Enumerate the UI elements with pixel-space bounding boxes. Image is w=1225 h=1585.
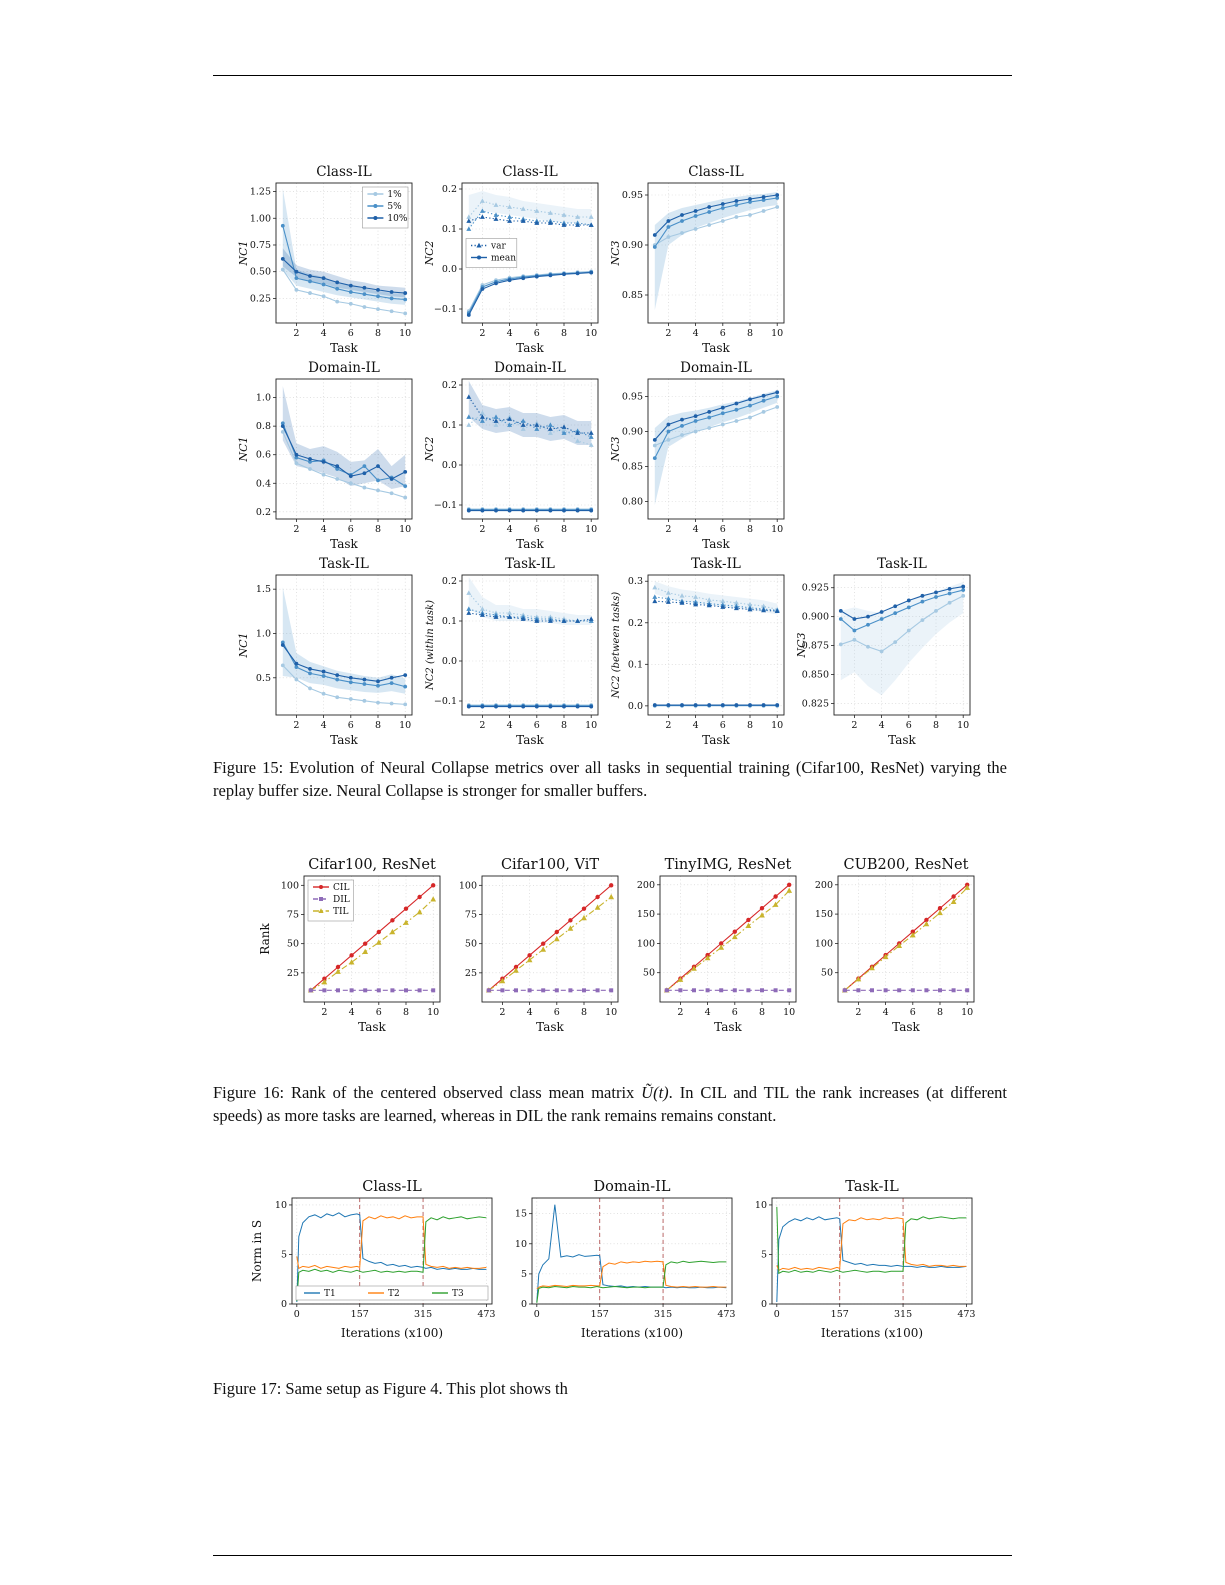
svg-text:0.2: 0.2 [627, 617, 643, 629]
svg-text:0.1: 0.1 [627, 659, 643, 671]
svg-text:1.25: 1.25 [249, 186, 271, 198]
svg-text:T3: T3 [452, 1289, 464, 1299]
svg-text:Task-IL: Task-IL [877, 556, 927, 572]
svg-text:−0.1: −0.1 [433, 500, 457, 511]
svg-text:Domain-IL: Domain-IL [680, 360, 752, 376]
svg-text:2: 2 [851, 720, 858, 731]
svg-text:0.2: 0.2 [255, 506, 271, 518]
figure-15-caption: Figure 15: Evolution of Neural Collapse metrics over all tasks in sequential training (Cifar100, ResNet) varying the replay buffer size. Neural Collapse is stronger for smaller buffers. [213, 758, 1007, 800]
svg-text:8: 8 [374, 720, 382, 731]
svg-text:NC2 (between tasks): NC2 (between tasks) [611, 591, 622, 699]
svg-text:Task: Task [702, 733, 730, 747]
svg-text:10: 10 [585, 720, 598, 731]
svg-text:0: 0 [280, 1299, 287, 1310]
svg-text:0.85: 0.85 [621, 290, 643, 301]
svg-text:10: 10 [399, 328, 412, 339]
svg-text:Task: Task [536, 1020, 564, 1034]
svg-text:8: 8 [560, 720, 568, 731]
svg-text:0: 0 [760, 1299, 767, 1310]
svg-text:150: 150 [636, 909, 655, 921]
svg-text:NC1: NC1 [237, 632, 250, 658]
svg-text:Task: Task [358, 1020, 386, 1034]
svg-text:6: 6 [553, 1007, 560, 1018]
svg-text:4: 4 [526, 1007, 533, 1018]
svg-text:50: 50 [464, 938, 477, 950]
svg-text:0.1: 0.1 [441, 224, 457, 235]
svg-text:Cifar100, ResNet: Cifar100, ResNet [308, 857, 436, 873]
svg-text:T2: T2 [388, 1289, 400, 1299]
svg-text:Class-IL: Class-IL [362, 1179, 422, 1195]
svg-text:TIL: TIL [333, 907, 349, 917]
svg-text:4: 4 [692, 328, 699, 339]
chart-fig16-cub200-resnet [802, 856, 980, 1038]
svg-text:157: 157 [590, 1309, 609, 1320]
svg-text:1.0: 1.0 [255, 392, 271, 404]
svg-text:0.925: 0.925 [801, 582, 829, 594]
svg-text:4: 4 [320, 524, 327, 535]
svg-text:0.2: 0.2 [441, 380, 457, 391]
svg-text:200: 200 [636, 879, 655, 891]
svg-text:Task: Task [516, 733, 544, 747]
svg-text:100: 100 [636, 938, 655, 950]
svg-text:Iterations (x100): Iterations (x100) [820, 1326, 924, 1340]
svg-text:Class-IL: Class-IL [502, 164, 558, 180]
svg-text:10: 10 [754, 1199, 767, 1211]
svg-text:2: 2 [479, 720, 486, 731]
svg-text:2: 2 [499, 1007, 506, 1018]
svg-text:10: 10 [427, 1007, 440, 1018]
chart-fig15-domain-il-nc1 [232, 359, 418, 555]
svg-text:150: 150 [814, 909, 833, 921]
svg-text:Task: Task [330, 733, 358, 747]
svg-text:Task: Task [892, 1020, 920, 1034]
svg-text:6: 6 [533, 328, 540, 339]
svg-text:−0.1: −0.1 [433, 696, 457, 707]
svg-text:0: 0 [773, 1309, 780, 1320]
svg-text:2: 2 [665, 524, 672, 535]
svg-text:Iterations (x100): Iterations (x100) [580, 1326, 684, 1340]
svg-text:6: 6 [719, 524, 726, 535]
svg-text:4: 4 [506, 328, 513, 339]
svg-text:8: 8 [936, 1007, 944, 1018]
svg-text:Domain-IL: Domain-IL [593, 1179, 671, 1195]
svg-text:1.5: 1.5 [255, 584, 271, 596]
svg-text:4: 4 [692, 524, 699, 535]
svg-text:0.1: 0.1 [441, 420, 457, 431]
svg-text:0.1: 0.1 [441, 616, 457, 627]
svg-text:0.850: 0.850 [801, 669, 829, 681]
svg-text:0.875: 0.875 [801, 640, 829, 652]
svg-text:473: 473 [717, 1309, 736, 1320]
svg-text:0.50: 0.50 [249, 266, 271, 278]
svg-text:2: 2 [479, 328, 486, 339]
svg-text:0.95: 0.95 [621, 391, 643, 403]
svg-text:4: 4 [882, 1007, 889, 1018]
chart-fig15-class-il-nc1 [232, 163, 418, 359]
chart-fig15-domain-il-nc3 [604, 359, 790, 555]
svg-text:10: 10 [771, 328, 784, 339]
svg-text:Class-IL: Class-IL [316, 164, 372, 180]
svg-text:1.0: 1.0 [255, 628, 271, 640]
svg-text:0.75: 0.75 [249, 239, 271, 251]
svg-text:TinyIMG, ResNet: TinyIMG, ResNet [664, 857, 792, 873]
svg-text:0.0: 0.0 [441, 460, 457, 471]
svg-text:DIL: DIL [333, 895, 350, 905]
svg-text:var: var [491, 241, 506, 252]
figure-17-row [246, 1178, 980, 1344]
svg-text:0: 0 [293, 1309, 300, 1320]
svg-text:2: 2 [665, 328, 672, 339]
svg-text:Task: Task [888, 733, 916, 747]
svg-text:75: 75 [464, 909, 477, 921]
svg-text:4: 4 [320, 720, 327, 731]
svg-text:4: 4 [704, 1007, 711, 1018]
chart-fig17-class-il [246, 1178, 500, 1344]
svg-text:10: 10 [957, 720, 970, 731]
svg-text:2: 2 [293, 328, 300, 339]
figure-17 [246, 1178, 980, 1344]
svg-text:T1: T1 [324, 1289, 336, 1299]
svg-text:100: 100 [458, 880, 477, 892]
svg-text:0.0: 0.0 [627, 700, 643, 712]
svg-text:157: 157 [350, 1309, 369, 1320]
svg-text:2: 2 [677, 1007, 684, 1018]
svg-text:315: 315 [893, 1309, 913, 1320]
svg-text:2: 2 [665, 720, 672, 731]
svg-text:8: 8 [580, 1007, 588, 1018]
svg-text:25: 25 [286, 967, 299, 979]
svg-text:6: 6 [375, 1007, 382, 1018]
svg-text:1.00: 1.00 [249, 213, 271, 225]
chart-fig16-cifar100-resnet [254, 856, 446, 1038]
chart-fig16-cifar100-vit [446, 856, 624, 1038]
svg-text:0.2: 0.2 [441, 184, 457, 195]
svg-text:0.0: 0.0 [441, 264, 457, 275]
svg-text:0.25: 0.25 [249, 293, 271, 305]
svg-text:5: 5 [760, 1249, 767, 1261]
svg-text:Class-IL: Class-IL [688, 164, 744, 180]
svg-text:Task: Task [330, 537, 358, 551]
chart-fig15-task-il-nc3 [790, 555, 976, 751]
chart-fig17-task-il [740, 1178, 980, 1344]
svg-text:0.900: 0.900 [801, 611, 829, 623]
svg-text:473: 473 [957, 1309, 976, 1320]
svg-text:8: 8 [746, 524, 754, 535]
chart-fig16-tinyimg-resnet [624, 856, 802, 1038]
svg-text:0.90: 0.90 [621, 426, 643, 438]
svg-text:8: 8 [746, 328, 754, 339]
svg-text:10: 10 [961, 1007, 974, 1018]
svg-text:Task-IL: Task-IL [691, 556, 741, 572]
svg-text:mean: mean [491, 253, 517, 264]
svg-text:2: 2 [293, 524, 300, 535]
figure-15-row-domain-il [232, 359, 976, 555]
svg-text:NC3: NC3 [609, 240, 622, 266]
chart-fig15-task-il-nc2-between [604, 555, 790, 751]
svg-text:0.8: 0.8 [255, 421, 271, 433]
svg-text:6: 6 [719, 720, 726, 731]
svg-text:6: 6 [533, 524, 540, 535]
svg-text:2: 2 [855, 1007, 862, 1018]
svg-text:0.5: 0.5 [255, 672, 271, 684]
page-bottom-rule [213, 1555, 1012, 1556]
svg-text:Cifar100, ViT: Cifar100, ViT [500, 857, 600, 873]
chart-fig17-domain-il [500, 1178, 740, 1344]
svg-text:10: 10 [399, 524, 412, 535]
svg-text:Domain-IL: Domain-IL [308, 360, 380, 376]
svg-text:315: 315 [413, 1309, 433, 1320]
svg-text:10: 10 [514, 1238, 527, 1250]
svg-text:10: 10 [585, 328, 598, 339]
svg-text:NC2: NC2 [423, 240, 436, 266]
svg-text:5: 5 [520, 1268, 527, 1280]
svg-text:Task: Task [714, 1020, 742, 1034]
svg-text:0: 0 [533, 1309, 540, 1320]
svg-text:0.90: 0.90 [621, 240, 643, 251]
svg-text:Task: Task [702, 537, 730, 551]
svg-text:Rank: Rank [258, 923, 272, 955]
svg-text:4: 4 [506, 720, 513, 731]
svg-text:10: 10 [585, 524, 598, 535]
svg-text:0.95: 0.95 [621, 190, 643, 201]
svg-text:15: 15 [514, 1208, 527, 1220]
svg-text:2: 2 [293, 720, 300, 731]
svg-text:6: 6 [731, 1007, 738, 1018]
svg-text:NC2: NC2 [423, 436, 436, 462]
figure-16-row [254, 856, 980, 1038]
chart-fig15-class-il-nc2 [418, 163, 604, 359]
svg-text:0.0: 0.0 [441, 656, 457, 667]
svg-text:8: 8 [560, 328, 568, 339]
svg-text:473: 473 [477, 1309, 496, 1320]
svg-text:NC1: NC1 [237, 436, 250, 462]
svg-text:50: 50 [642, 967, 655, 979]
chart-fig15-task-il-nc1 [232, 555, 418, 751]
svg-text:4: 4 [692, 720, 699, 731]
svg-text:6: 6 [533, 720, 540, 731]
svg-text:6: 6 [347, 524, 354, 535]
svg-text:5: 5 [280, 1249, 287, 1261]
svg-text:NC3: NC3 [609, 436, 622, 462]
svg-text:Task: Task [516, 537, 544, 551]
svg-text:Domain-IL: Domain-IL [494, 360, 566, 376]
svg-text:0.3: 0.3 [627, 576, 643, 588]
svg-text:4: 4 [348, 1007, 355, 1018]
svg-text:8: 8 [560, 524, 568, 535]
svg-text:200: 200 [814, 879, 833, 891]
page-top-rule [213, 75, 1012, 76]
figure-15 [232, 163, 976, 751]
svg-text:75: 75 [286, 909, 299, 921]
figure-15-row-class-il [232, 163, 976, 359]
svg-text:Iterations (x100): Iterations (x100) [340, 1326, 444, 1340]
figure-17-caption: Figure 17: Same setup as Figure 4. This plot shows th [213, 1379, 568, 1398]
svg-text:50: 50 [820, 967, 833, 979]
svg-text:10: 10 [605, 1007, 618, 1018]
svg-text:100: 100 [280, 880, 299, 892]
svg-text:4: 4 [878, 720, 885, 731]
svg-text:8: 8 [932, 720, 940, 731]
chart-fig15-domain-il-nc2 [418, 359, 604, 555]
svg-text:25: 25 [464, 967, 477, 979]
svg-text:2: 2 [479, 524, 486, 535]
svg-text:Task-IL: Task-IL [845, 1179, 899, 1195]
svg-text:10: 10 [783, 1007, 796, 1018]
svg-text:10: 10 [274, 1199, 287, 1211]
svg-text:NC3: NC3 [795, 632, 808, 658]
svg-text:2: 2 [321, 1007, 328, 1018]
svg-text:Task: Task [516, 341, 544, 355]
svg-text:CIL: CIL [333, 883, 350, 893]
svg-text:0.80: 0.80 [621, 496, 643, 508]
svg-text:Task-IL: Task-IL [505, 556, 555, 572]
svg-text:NC2 (within task): NC2 (within task) [425, 600, 436, 690]
figure-15-row-task-il [232, 555, 976, 751]
svg-text:Norm in S: Norm in S [250, 1219, 264, 1283]
svg-text:NC1: NC1 [237, 240, 250, 266]
svg-text:10%: 10% [387, 214, 408, 224]
svg-text:4: 4 [320, 328, 327, 339]
svg-text:8: 8 [746, 720, 754, 731]
svg-text:6: 6 [905, 720, 912, 731]
svg-text:6: 6 [347, 328, 354, 339]
svg-text:Task-IL: Task-IL [319, 556, 369, 572]
svg-text:157: 157 [830, 1309, 849, 1320]
svg-text:10: 10 [771, 720, 784, 731]
figure-16 [254, 856, 980, 1038]
svg-text:8: 8 [758, 1007, 766, 1018]
figure-16-caption [213, 1082, 1007, 1127]
svg-text:4: 4 [506, 524, 513, 535]
chart-fig15-class-il-nc3 [604, 163, 790, 359]
svg-text:6: 6 [719, 328, 726, 339]
svg-text:10: 10 [771, 524, 784, 535]
svg-text:0.4: 0.4 [255, 478, 271, 490]
svg-text:0: 0 [520, 1299, 527, 1310]
svg-text:0.825: 0.825 [801, 698, 829, 710]
figure-16-caption-text-pre: Figure 16: Rank of the centered observed class mean matrix [213, 1083, 642, 1102]
svg-text:100: 100 [814, 938, 833, 950]
chart-fig15-task-il-nc2-within [418, 555, 604, 751]
svg-text:8: 8 [374, 524, 382, 535]
figure-16-caption-math: Ũ(t) [641, 1083, 669, 1102]
svg-text:Task: Task [702, 341, 730, 355]
svg-text:1%: 1% [387, 190, 402, 200]
svg-text:315: 315 [653, 1309, 673, 1320]
svg-text:50: 50 [286, 938, 299, 950]
svg-text:5%: 5% [387, 202, 402, 212]
svg-text:CUB200, ResNet: CUB200, ResNet [843, 857, 969, 873]
svg-text:8: 8 [402, 1007, 410, 1018]
figure-16-caption-text-post: . In CIL and TIL the rank increases (at different speeds) as more tasks are learned, whereas in DIL the rank remains remains constant. [213, 1083, 1007, 1125]
svg-text:0.2: 0.2 [441, 576, 457, 587]
svg-text:8: 8 [374, 328, 382, 339]
svg-text:10: 10 [399, 720, 412, 731]
svg-text:−0.1: −0.1 [433, 304, 457, 315]
svg-text:Task: Task [330, 341, 358, 355]
svg-text:0.6: 0.6 [255, 449, 271, 461]
svg-text:0.85: 0.85 [621, 461, 643, 473]
svg-text:6: 6 [347, 720, 354, 731]
svg-text:6: 6 [909, 1007, 916, 1018]
